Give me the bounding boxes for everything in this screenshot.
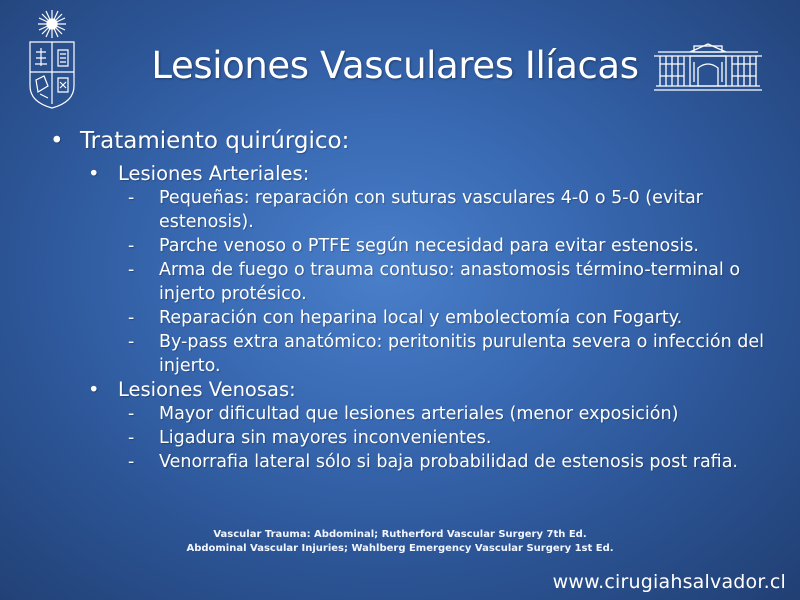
list-item: [128, 330, 768, 378]
arterial-heading: [88, 162, 309, 185]
list-item-text: Arma de fuego o trauma contuso: anastomosis término-terminal o injerto protésico.: [159, 260, 741, 304]
bullet-icon: •: [88, 378, 100, 401]
dash-icon: -: [128, 332, 135, 352]
list-item: [128, 450, 768, 474]
dash-icon: -: [128, 452, 135, 472]
list-item-text: Ligadura sin mayores inconvenientes.: [159, 428, 492, 448]
bullet-icon: •: [88, 162, 100, 185]
list-item: [128, 234, 768, 258]
bullet-icon: •: [50, 128, 64, 154]
dash-icon: -: [128, 428, 135, 448]
list-item-text: Pequeñas: reparación con suturas vasculares 4-0 o 5-0 (evitar estenosis).: [159, 188, 703, 232]
list-item-text: Mayor dificultad que lesiones arteriales (menor exposición): [159, 404, 679, 424]
dash-icon: -: [128, 404, 135, 424]
references: [0, 528, 800, 556]
venous-label: Lesiones Venosas:: [118, 378, 296, 401]
list-item: [128, 258, 768, 306]
list-item: [128, 402, 768, 426]
dash-icon: -: [128, 260, 135, 280]
arterial-label: Lesiones Arteriales:: [118, 162, 310, 185]
list-item: [128, 186, 768, 234]
reference-line: Vascular Trauma: Abdominal; Rutherford Vascular Surgery 7th Ed.: [213, 529, 587, 540]
star-icon: [38, 10, 66, 38]
list-item: [128, 306, 768, 330]
list-item-text: Reparación con heparina local y embolectomía con Fogarty.: [159, 308, 683, 328]
dash-icon: -: [128, 236, 135, 256]
list-item-text: By-pass extra anatómico: peritonitis purulenta severa o infección del injerto.: [159, 332, 765, 376]
section-heading: [50, 128, 349, 154]
dash-icon: -: [128, 188, 135, 208]
list-item: [128, 426, 768, 450]
website-url: www.cirugiahsalvador.cl: [552, 571, 786, 593]
venous-heading: [88, 378, 296, 401]
dash-icon: -: [128, 308, 135, 328]
slide-title: Lesiones Vasculares Ilíacas: [151, 44, 639, 87]
section-label: Tratamiento quirúrgico:: [80, 128, 350, 154]
list-item-text: Parche venoso o PTFE según necesidad para evitar estenosis.: [159, 236, 699, 256]
reference-line: Abdominal Vascular Injuries; Wahlberg Emergency Vascular Surgery 1st Ed.: [186, 543, 614, 554]
list-item-text: Venorrafia lateral sólo si baja probabilidad de estenosis post rafia.: [159, 452, 738, 472]
